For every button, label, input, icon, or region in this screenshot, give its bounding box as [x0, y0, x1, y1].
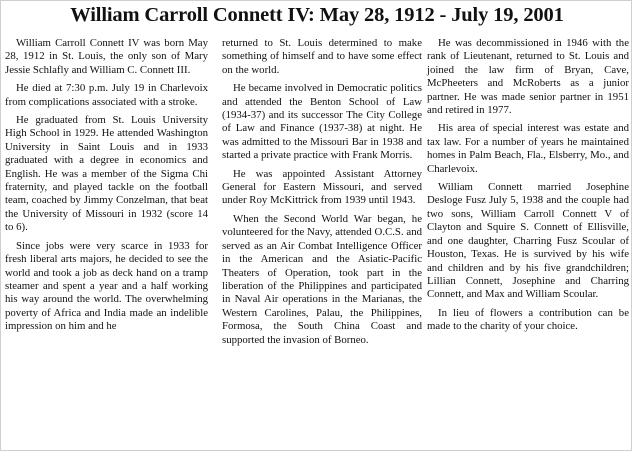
paragraph: He was appointed Assistant Attorney General for Eastern Missouri, and served under Roy McKittrick from 1939 until 1943. [222, 167, 422, 207]
paragraph: He was decommissioned in 1946 with the rank of Lieutenant, returned to St. Louis and joined the law firm of Bryan, Cave, McPheeters and McRoberts as a junior partner. He was made senior partner in 1951 and retired in 1977. [427, 37, 629, 117]
column-3 [427, 37, 629, 339]
paragraph: returned to St. Louis determined to make something of himself and to have some effect on the world. [222, 37, 422, 76]
paragraph: William Carroll Connett IV was born May 28, 1912 in St. Louis, the only son of Mary Jessie Schlafly and William C. Connett III. [5, 37, 208, 76]
paragraph: He graduated from St. Louis University High School in 1929. He attended Washington University in Saint Louis and in 1933 graduated with a degree in economics and English. He was a member of the Sigma Chi fraternity, and played tackle on the football team, coached by Jimmy Conzelman, that beat the University of Missouri in 1932 (score 14 to 6). [5, 114, 208, 234]
column-2 [222, 37, 422, 352]
paragraph: William Connett married Josephine Desloge Fusz July 5, 1938 and the couple had two sons, William Carroll Connett V of Clayton and Squire S. Connett of Ellisville, and one daughter, Charring Fusz Scoular of Houston, Texas. He is survived by his wife and children and by his five grandchildren; Lillian Connett, Josephine and Charring Connett, and Max and William Scoular. [427, 181, 629, 301]
paragraph: In lieu of flowers a contribution can be made to the charity of your choice. [427, 306, 629, 333]
paragraph: His area of special interest was estate and tax law. For a number of years he maintained homes in Palm Beach, Fla., Elsberry, Mo., and Charlevoix. [427, 122, 629, 175]
headline: William Carroll Connett IV: May 28, 1912 - July 19, 2001 [70, 4, 564, 26]
paragraph: Since jobs were very scarce in 1933 for fresh liberal arts majors, he decided to see the world and took a job as deck hand on a tramp steamer and spent a year and a half working his way around the world. The overwhelming poverty of Africa and India made an indelible impression on him and he [5, 239, 208, 333]
paragraph: He died at 7:30 p.m. July 19 in Charlevoix from complications associated with a stroke. [5, 82, 208, 108]
paragraph: When the Second World War began, he volunteered for the Navy, attended O.C.S. and served as an Air Combat Intelligence Officer in the American and the Asiatic-Pacific Theaters of Operation, took part in the liberation of the Philippines and participated in Naval Air operations in the Marianas, the Western Carolines, Palau, the Philippines, Formosa, the South China Coast and supported the invasion of Borneo. [222, 212, 422, 346]
column-1 [5, 37, 208, 339]
paragraph: He became involved in Democratic politics and attended the Benton School of Law (1934-37) and its successor The City College of Law and Finance (1937-38) at night. He was admitted to the Missouri Bar in 1938 and started a private practice with Frank Morris. [222, 82, 422, 162]
